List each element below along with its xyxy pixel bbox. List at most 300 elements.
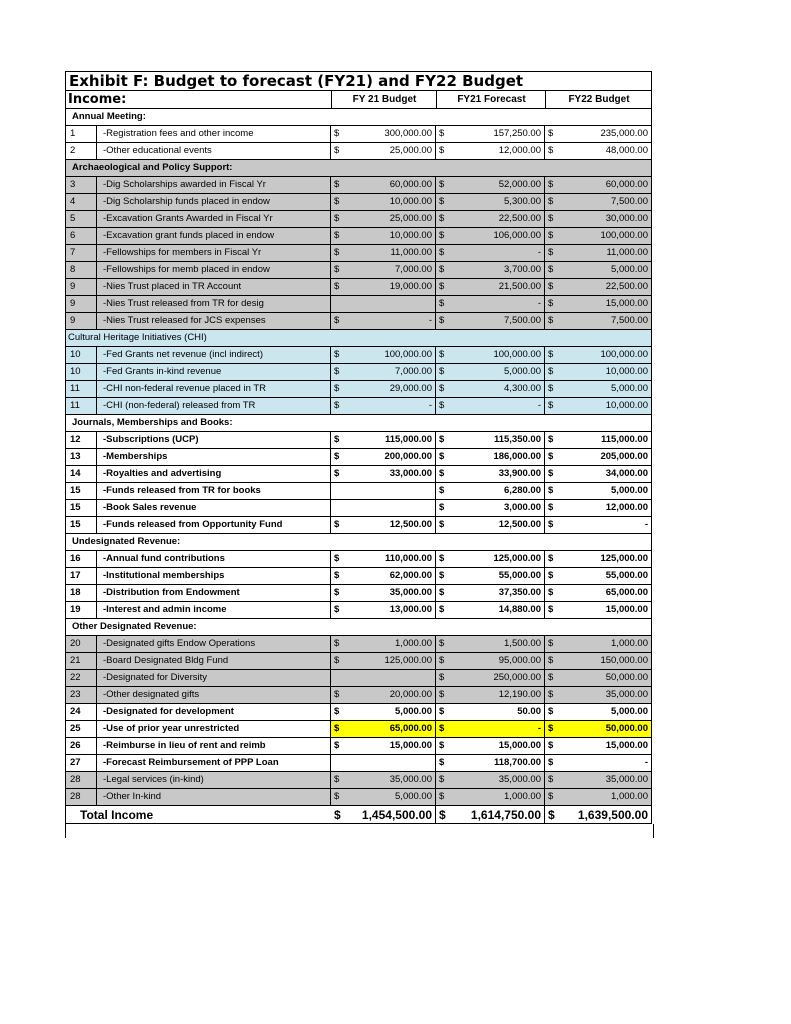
table-row bbox=[65, 227, 652, 244]
amount-cell bbox=[331, 517, 436, 533]
section-heading-row bbox=[65, 533, 652, 550]
section-label: Cultural Heritage Initiatives (CHI) bbox=[68, 332, 207, 343]
amount-value: 55,000.00 bbox=[498, 570, 541, 581]
dollar-sign: $ bbox=[548, 451, 554, 462]
line-description: -Fed Grants in-kind revenue bbox=[97, 364, 331, 380]
amount-cell bbox=[331, 177, 436, 193]
table-row bbox=[65, 754, 652, 771]
amount-value: 115,000.00 bbox=[384, 434, 432, 445]
dollar-sign: $ bbox=[439, 128, 445, 139]
amount-cell bbox=[545, 687, 651, 703]
table-row bbox=[65, 244, 652, 261]
dollar-sign: $ bbox=[334, 451, 340, 462]
amount-value: 33,000.00 bbox=[389, 468, 432, 479]
dollar-sign: $ bbox=[439, 808, 446, 822]
amount-value: 100,000.00 bbox=[493, 349, 541, 360]
dollar-sign: $ bbox=[548, 638, 554, 649]
amount-value: 30,000.00 bbox=[605, 213, 648, 224]
amount-cell bbox=[331, 551, 436, 567]
dollar-sign: $ bbox=[334, 604, 340, 615]
dollar-sign: $ bbox=[548, 706, 554, 717]
amount-value: 7,500.00 bbox=[611, 315, 648, 326]
line-description: -Excavation Grants Awarded in Fiscal Yr bbox=[97, 211, 331, 227]
dollar-sign: $ bbox=[548, 230, 554, 241]
amount-value: 60,000.00 bbox=[605, 179, 648, 190]
table-row bbox=[65, 380, 652, 397]
line-number: 5 bbox=[66, 211, 97, 227]
amount-value: 5,000.00 bbox=[395, 706, 432, 717]
amount-value: 110,000.00 bbox=[384, 553, 432, 564]
line-description: -Book Sales revenue bbox=[97, 500, 331, 516]
table-row bbox=[65, 448, 652, 465]
dollar-sign: $ bbox=[439, 502, 445, 513]
amount-value: 157,250.00 bbox=[493, 128, 541, 139]
amount-cell bbox=[545, 738, 651, 754]
amount-value: 15,000.00 bbox=[605, 740, 648, 751]
amount-value: 12,000.00 bbox=[605, 502, 648, 513]
amount-cell bbox=[545, 211, 651, 227]
total-amount-cell bbox=[545, 806, 651, 823]
dollar-sign: $ bbox=[548, 349, 554, 360]
total-amount-cell bbox=[331, 806, 436, 823]
amount-value: 7,000.00 bbox=[395, 264, 432, 275]
amount-cell bbox=[331, 432, 436, 448]
section-label: Other Designated Revenue: bbox=[72, 621, 197, 632]
amount-value: 10,000.00 bbox=[605, 400, 648, 411]
amount-cell bbox=[436, 687, 545, 703]
section-label: Undesignated Revenue: bbox=[72, 536, 181, 547]
table-row bbox=[65, 635, 652, 652]
dollar-sign: $ bbox=[334, 519, 340, 530]
amount-value: 34,000.00 bbox=[605, 468, 648, 479]
dollar-sign: $ bbox=[439, 655, 445, 666]
amount-value: 1,500.00 bbox=[504, 638, 541, 649]
dollar-sign: $ bbox=[548, 298, 554, 309]
amount-cell bbox=[436, 721, 545, 737]
amount-value: 100,000.00 bbox=[600, 349, 648, 360]
dollar-sign: $ bbox=[439, 672, 445, 683]
dollar-sign: $ bbox=[548, 723, 554, 734]
line-description: -Forecast Reimbursement of PPP Loan bbox=[97, 755, 331, 771]
total-amount-value: 1,454,500.00 bbox=[361, 808, 432, 822]
line-number: 8 bbox=[66, 262, 97, 278]
amount-cell bbox=[545, 755, 651, 771]
dollar-sign: $ bbox=[548, 128, 554, 139]
amount-value: 35,000.00 bbox=[498, 774, 541, 785]
table-row bbox=[65, 567, 652, 584]
amount-cell bbox=[545, 177, 651, 193]
amount-cell bbox=[331, 602, 436, 618]
table-row bbox=[65, 431, 652, 448]
amount-cell bbox=[545, 194, 651, 210]
amount-value: 125,000.00 bbox=[384, 655, 432, 666]
amount-cell bbox=[436, 177, 545, 193]
amount-cell bbox=[545, 126, 651, 142]
dollar-sign: $ bbox=[548, 553, 554, 564]
dollar-sign: $ bbox=[439, 723, 445, 734]
amount-value: 7,500.00 bbox=[611, 196, 648, 207]
line-description: -Institutional memberships bbox=[97, 568, 331, 584]
amount-cell bbox=[545, 500, 651, 516]
dollar-sign: $ bbox=[334, 230, 340, 241]
amount-cell bbox=[331, 704, 436, 720]
table-row bbox=[65, 720, 652, 737]
amount-cell bbox=[545, 296, 651, 312]
amount-cell bbox=[436, 568, 545, 584]
line-number: 21 bbox=[66, 653, 97, 669]
dollar-sign: $ bbox=[334, 655, 340, 666]
column-header-row bbox=[65, 90, 652, 108]
amount-cell bbox=[545, 721, 651, 737]
line-description: -Excavation grant funds placed in endow bbox=[97, 228, 331, 244]
dollar-sign: $ bbox=[439, 213, 445, 224]
dollar-sign: $ bbox=[334, 128, 340, 139]
dollar-sign: $ bbox=[548, 791, 554, 802]
dollar-sign: $ bbox=[548, 383, 554, 394]
amount-value: 12,000.00 bbox=[498, 145, 541, 156]
amount-cell bbox=[331, 789, 436, 805]
amount-value: 13,000.00 bbox=[389, 604, 432, 615]
line-number: 23 bbox=[66, 687, 97, 703]
amount-value: 6,280.00 bbox=[504, 485, 541, 496]
amount-value: 150,000.00 bbox=[600, 655, 648, 666]
line-description: -Fellowships for members in Fiscal Yr bbox=[97, 245, 331, 261]
amount-cell bbox=[331, 585, 436, 601]
line-number: 14 bbox=[66, 466, 97, 482]
amount-value: 29,000.00 bbox=[389, 383, 432, 394]
amount-value: 35,000.00 bbox=[389, 774, 432, 785]
amount-cell bbox=[545, 585, 651, 601]
amount-cell bbox=[331, 245, 436, 261]
col-fy21-forecast: FY21 Forecast bbox=[436, 91, 546, 108]
amount-value: 5,300.00 bbox=[504, 196, 541, 207]
dollar-sign: $ bbox=[439, 196, 445, 207]
amount-value: 19,000.00 bbox=[389, 281, 432, 292]
line-number: 11 bbox=[66, 381, 97, 397]
dollar-sign: $ bbox=[439, 400, 445, 411]
amount-value: 5,000.00 bbox=[611, 706, 648, 717]
dollar-sign: $ bbox=[334, 689, 340, 700]
amount-cell bbox=[545, 245, 651, 261]
dollar-sign: $ bbox=[439, 349, 445, 360]
amount-value: 12,500.00 bbox=[389, 519, 432, 530]
line-number: 26 bbox=[66, 738, 97, 754]
line-number: 11 bbox=[66, 398, 97, 414]
amount-value: 37,350.00 bbox=[498, 587, 541, 598]
amount-cell bbox=[545, 262, 651, 278]
amount-cell bbox=[331, 466, 436, 482]
amount-cell bbox=[331, 483, 436, 499]
table-row bbox=[65, 363, 652, 380]
amount-cell bbox=[436, 466, 545, 482]
total-amount-cell bbox=[436, 806, 545, 823]
amount-cell bbox=[331, 398, 436, 414]
amount-value: - bbox=[537, 298, 541, 309]
amount-cell bbox=[545, 636, 651, 652]
amount-value: 22,500.00 bbox=[605, 281, 648, 292]
table-row bbox=[65, 771, 652, 788]
dollar-sign: $ bbox=[548, 672, 554, 683]
dollar-sign: $ bbox=[548, 519, 554, 530]
amount-cell bbox=[436, 262, 545, 278]
amount-value: 50.00 bbox=[517, 706, 541, 717]
dollar-sign: $ bbox=[334, 264, 340, 275]
dollar-sign: $ bbox=[439, 383, 445, 394]
amount-cell bbox=[331, 347, 436, 363]
amount-cell bbox=[545, 670, 651, 686]
amount-cell bbox=[331, 228, 436, 244]
line-number: 28 bbox=[66, 772, 97, 788]
dollar-sign: $ bbox=[439, 264, 445, 275]
amount-value: 118,700.00 bbox=[493, 757, 541, 768]
amount-cell bbox=[436, 653, 545, 669]
amount-cell bbox=[436, 602, 545, 618]
dollar-sign: $ bbox=[334, 434, 340, 445]
amount-cell bbox=[545, 449, 651, 465]
table-row bbox=[65, 176, 652, 193]
amount-cell bbox=[331, 755, 436, 771]
dollar-sign: $ bbox=[439, 587, 445, 598]
dollar-sign: $ bbox=[334, 315, 340, 326]
amount-cell bbox=[331, 653, 436, 669]
line-number: 9 bbox=[66, 313, 97, 329]
amount-value: 115,350.00 bbox=[493, 434, 541, 445]
line-description: -Nies Trust released for JCS expenses bbox=[97, 313, 331, 329]
amount-cell bbox=[436, 517, 545, 533]
amount-cell bbox=[331, 449, 436, 465]
amount-cell bbox=[545, 279, 651, 295]
amount-value: - bbox=[644, 519, 648, 530]
dollar-sign: $ bbox=[548, 264, 554, 275]
amount-cell bbox=[545, 483, 651, 499]
amount-value: 5,000.00 bbox=[611, 264, 648, 275]
line-description: -Dig Scholarship funds placed in endow bbox=[97, 194, 331, 210]
line-description: -Nies Trust released from TR for desig bbox=[97, 296, 331, 312]
col-fy21-budget: FY 21 Budget bbox=[331, 91, 437, 108]
amount-cell bbox=[436, 670, 545, 686]
line-number: 6 bbox=[66, 228, 97, 244]
amount-value: 35,000.00 bbox=[605, 689, 648, 700]
dollar-sign: $ bbox=[334, 774, 340, 785]
line-number: 22 bbox=[66, 670, 97, 686]
amount-cell bbox=[331, 313, 436, 329]
amount-value: 12,190.00 bbox=[498, 689, 541, 700]
amount-cell bbox=[436, 143, 545, 159]
line-description: -Use of prior year unrestricted bbox=[97, 721, 331, 737]
amount-cell bbox=[331, 296, 436, 312]
amount-cell bbox=[436, 772, 545, 788]
amount-value: 3,700.00 bbox=[504, 264, 541, 275]
section-heading-row bbox=[65, 618, 652, 635]
dollar-sign: $ bbox=[548, 570, 554, 581]
dollar-sign: $ bbox=[548, 366, 554, 377]
amount-cell bbox=[545, 398, 651, 414]
amount-cell bbox=[331, 636, 436, 652]
dollar-sign: $ bbox=[548, 468, 554, 479]
amount-value: 4,300.00 bbox=[504, 383, 541, 394]
table-row bbox=[65, 601, 652, 618]
amount-value: 100,000.00 bbox=[600, 230, 648, 241]
line-description: -Dig Scholarships awarded in Fiscal Yr bbox=[97, 177, 331, 193]
dollar-sign: $ bbox=[548, 281, 554, 292]
dollar-sign: $ bbox=[548, 196, 554, 207]
dollar-sign: $ bbox=[439, 247, 445, 258]
dollar-sign: $ bbox=[334, 349, 340, 360]
dollar-sign: $ bbox=[334, 213, 340, 224]
amount-cell bbox=[545, 602, 651, 618]
amount-value: 200,000.00 bbox=[384, 451, 432, 462]
dollar-sign: $ bbox=[334, 808, 341, 822]
amount-cell bbox=[436, 211, 545, 227]
table-row bbox=[65, 584, 652, 601]
dollar-sign: $ bbox=[439, 553, 445, 564]
line-number: 13 bbox=[66, 449, 97, 465]
amount-value: 22,500.00 bbox=[498, 213, 541, 224]
line-description: -Legal services (in-kind) bbox=[97, 772, 331, 788]
dollar-sign: $ bbox=[439, 638, 445, 649]
table-row bbox=[65, 703, 652, 720]
amount-value: 21,500.00 bbox=[498, 281, 541, 292]
dollar-sign: $ bbox=[439, 757, 445, 768]
total-amount-value: 1,639,500.00 bbox=[577, 808, 648, 822]
line-number: 7 bbox=[66, 245, 97, 261]
amount-cell bbox=[545, 772, 651, 788]
table-row bbox=[65, 499, 652, 516]
amount-value: - bbox=[428, 315, 432, 326]
amount-value: 15,000.00 bbox=[605, 604, 648, 615]
dollar-sign: $ bbox=[439, 485, 445, 496]
amount-cell bbox=[545, 517, 651, 533]
table-row bbox=[65, 652, 652, 669]
dollar-sign: $ bbox=[548, 604, 554, 615]
amount-value: 125,000.00 bbox=[600, 553, 648, 564]
amount-cell bbox=[331, 143, 436, 159]
amount-cell bbox=[436, 789, 545, 805]
dollar-sign: $ bbox=[439, 451, 445, 462]
amount-cell bbox=[331, 772, 436, 788]
line-description: -Subscriptions (UCP) bbox=[97, 432, 331, 448]
line-description: -Registration fees and other income bbox=[97, 126, 331, 142]
total-amount-value: 1,614,750.00 bbox=[470, 808, 541, 822]
line-number: 16 bbox=[66, 551, 97, 567]
line-description: -Designated for Diversity bbox=[97, 670, 331, 686]
amount-value: 12,500.00 bbox=[498, 519, 541, 530]
amount-cell bbox=[331, 126, 436, 142]
line-number: 15 bbox=[66, 483, 97, 499]
amount-value: 186,000.00 bbox=[493, 451, 541, 462]
dollar-sign: $ bbox=[439, 366, 445, 377]
line-description: -Funds released from TR for books bbox=[97, 483, 331, 499]
amount-value: 300,000.00 bbox=[384, 128, 432, 139]
line-number: 1 bbox=[66, 126, 97, 142]
amount-cell bbox=[545, 364, 651, 380]
table-row bbox=[65, 312, 652, 329]
budget-sheet bbox=[65, 71, 652, 824]
amount-value: 48,000.00 bbox=[605, 145, 648, 156]
amount-value: 235,000.00 bbox=[600, 128, 648, 139]
line-number: 10 bbox=[66, 347, 97, 363]
line-number: 20 bbox=[66, 636, 97, 652]
amount-value: 5,000.00 bbox=[611, 383, 648, 394]
exhibit-title: Exhibit F: Budget to forecast (FY21) and FY22 Budget bbox=[65, 71, 652, 90]
amount-value: 15,000.00 bbox=[605, 298, 648, 309]
line-description: -Fellowships for memb placed in endow bbox=[97, 262, 331, 278]
amount-value: 10,000.00 bbox=[605, 366, 648, 377]
amount-value: 1,000.00 bbox=[611, 791, 648, 802]
amount-value: 5,000.00 bbox=[504, 366, 541, 377]
line-description: -Designated gifts Endow Operations bbox=[97, 636, 331, 652]
line-description: -Reimburse in lieu of rent and reimb bbox=[97, 738, 331, 754]
dollar-sign: $ bbox=[548, 213, 554, 224]
amount-value: 11,000.00 bbox=[606, 247, 648, 258]
amount-cell bbox=[436, 585, 545, 601]
amount-value: 65,000.00 bbox=[389, 723, 432, 734]
line-number: 15 bbox=[66, 500, 97, 516]
dollar-sign: $ bbox=[548, 502, 554, 513]
amount-cell bbox=[436, 432, 545, 448]
amount-cell bbox=[545, 653, 651, 669]
table-row bbox=[65, 278, 652, 295]
table-row bbox=[65, 193, 652, 210]
amount-cell bbox=[436, 381, 545, 397]
line-description: -CHI non-federal revenue placed in TR bbox=[97, 381, 331, 397]
dollar-sign: $ bbox=[439, 315, 445, 326]
section-label: Journals, Memberships and Books: bbox=[72, 417, 233, 428]
dollar-sign: $ bbox=[439, 179, 445, 190]
line-number: 4 bbox=[66, 194, 97, 210]
dollar-sign: $ bbox=[439, 281, 445, 292]
dollar-sign: $ bbox=[334, 740, 340, 751]
dollar-sign: $ bbox=[334, 723, 340, 734]
amount-cell bbox=[545, 466, 651, 482]
section-heading-row bbox=[65, 414, 652, 431]
section-heading-row bbox=[65, 108, 652, 125]
amount-value: 1,000.00 bbox=[395, 638, 432, 649]
line-number: 18 bbox=[66, 585, 97, 601]
dollar-sign: $ bbox=[548, 689, 554, 700]
amount-value: 7,000.00 bbox=[395, 366, 432, 377]
amount-cell bbox=[545, 789, 651, 805]
dollar-sign: $ bbox=[548, 587, 554, 598]
amount-cell bbox=[436, 194, 545, 210]
amount-value: 100,000.00 bbox=[384, 349, 432, 360]
line-description: -Other educational events bbox=[97, 143, 331, 159]
dollar-sign: $ bbox=[334, 145, 340, 156]
amount-cell bbox=[436, 755, 545, 771]
line-number: 25 bbox=[66, 721, 97, 737]
amount-value: 205,000.00 bbox=[600, 451, 648, 462]
dollar-sign: $ bbox=[334, 570, 340, 581]
amount-value: 20,000.00 bbox=[389, 689, 432, 700]
table-row bbox=[65, 669, 652, 686]
amount-cell bbox=[436, 704, 545, 720]
dollar-sign: $ bbox=[334, 383, 340, 394]
dollar-sign: $ bbox=[439, 740, 445, 751]
table-row bbox=[65, 142, 652, 159]
line-description: -Fed Grants net revenue (incl indirect) bbox=[97, 347, 331, 363]
amount-value: 5,000.00 bbox=[395, 791, 432, 802]
amount-value: 1,000.00 bbox=[611, 638, 648, 649]
amount-value: 3,000.00 bbox=[504, 502, 541, 513]
amount-value: 1,000.00 bbox=[504, 791, 541, 802]
amount-cell bbox=[545, 568, 651, 584]
dollar-sign: $ bbox=[548, 655, 554, 666]
table-row bbox=[65, 261, 652, 278]
table-row bbox=[65, 295, 652, 312]
amount-value: - bbox=[537, 247, 541, 258]
amount-cell bbox=[545, 313, 651, 329]
dollar-sign: $ bbox=[548, 315, 554, 326]
